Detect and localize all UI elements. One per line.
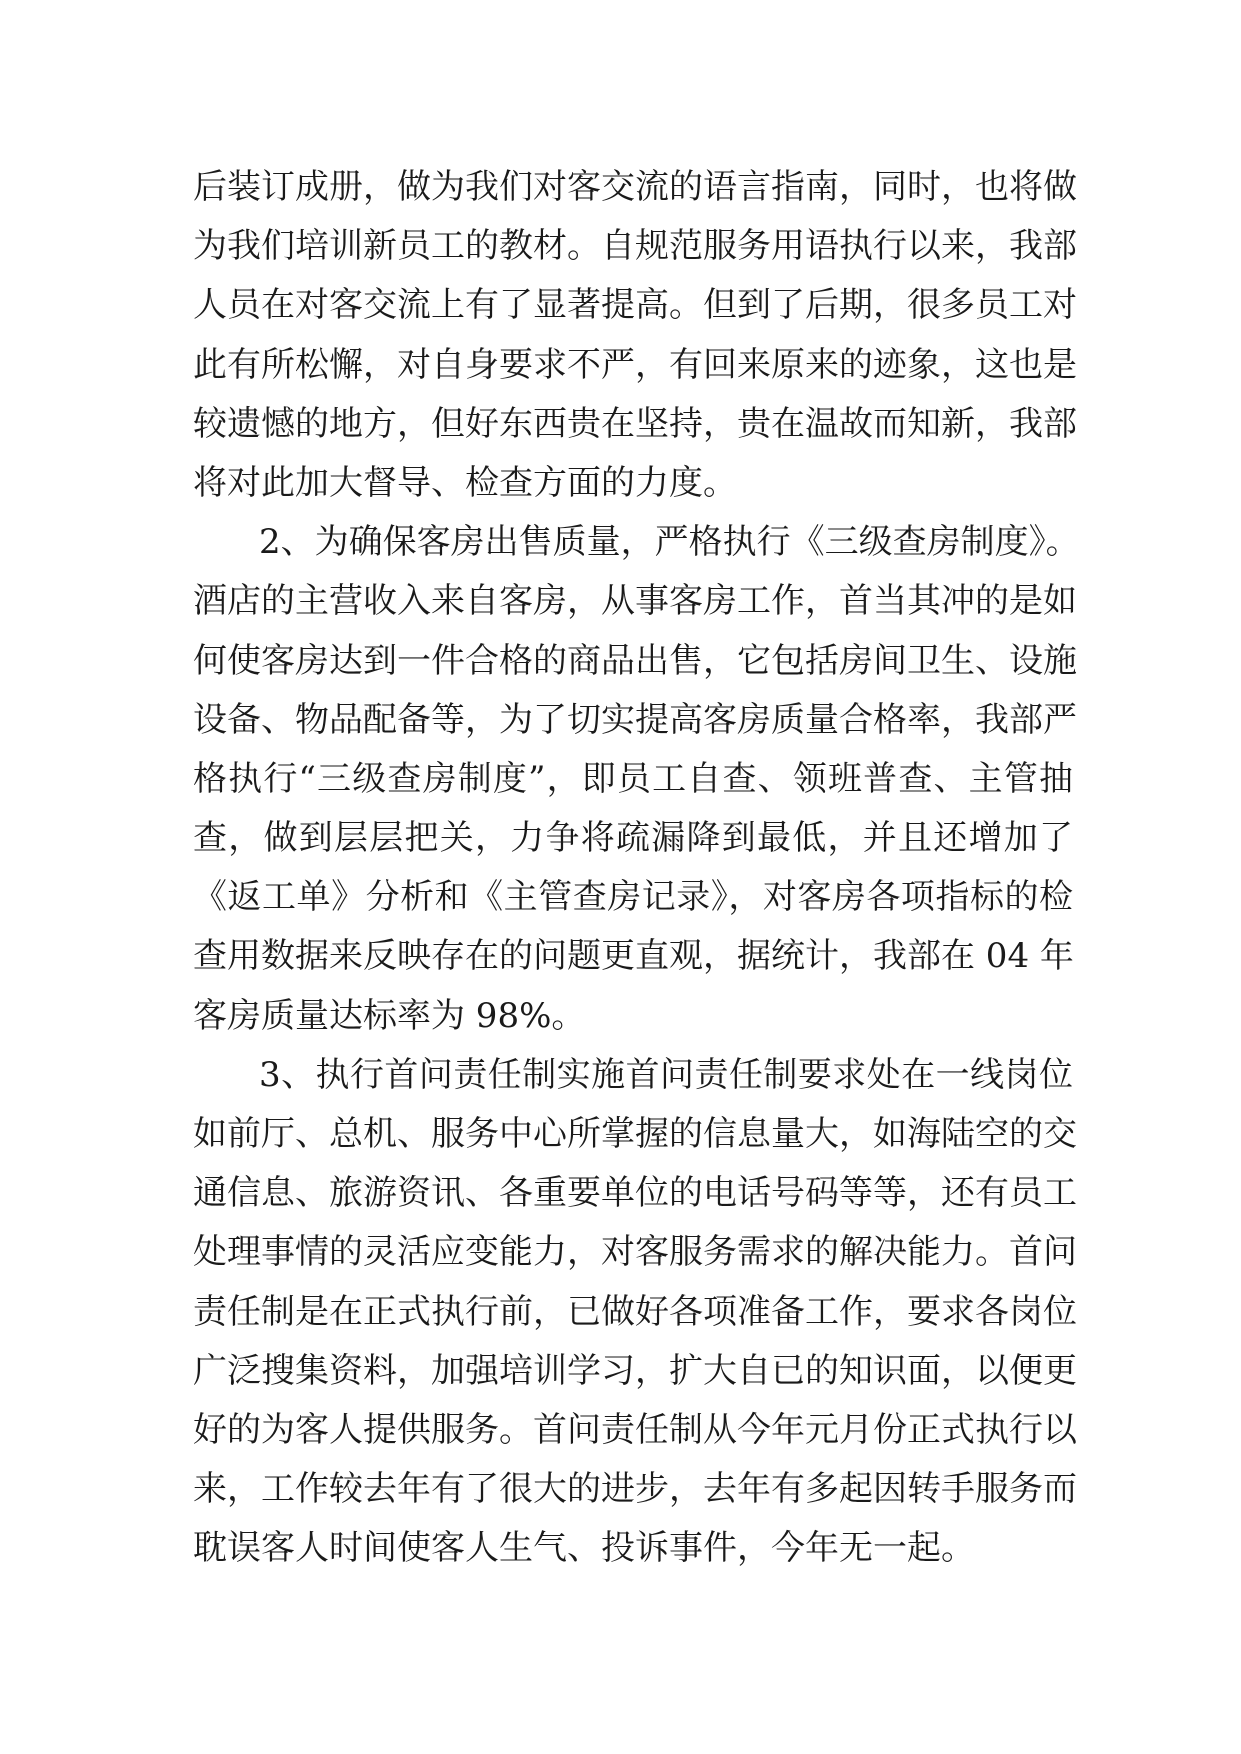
body-line: 格执行“三级查房制度”，即员工自查、领班普查、主管抽 xyxy=(193,758,1073,799)
body-line: 后装订成册，做为我们对客交流的语言指南，同时，也将做 xyxy=(193,167,1077,207)
body-line: 《返工单》分析和《主管查房记录》，对客房各项指标的检 xyxy=(193,877,1073,918)
body-line: 如前厅、总机、服务中心所掌握的信息量大，如海陆空的交 xyxy=(193,1114,1077,1154)
body-line: 来，工作较去年有了很大的进步，去年有多起因转手服务而 xyxy=(193,1469,1077,1510)
body-line: 设备、物品配备等，为了切实提高客房质量合格率，我部严 xyxy=(193,699,1077,740)
body-line: 广泛搜集资料，加强培训学习，扩大自已的知识面，以便更 xyxy=(193,1350,1077,1391)
body-line: 何使客房达到一件合格的商品出售，它包括房间卫生、设施 xyxy=(193,640,1077,681)
paragraph-2-heading: 2、为确保客房出售质量，严格执行《三级查房制度》。 xyxy=(259,522,1080,563)
body-line: 较遗憾的地方，但好东西贵在坚持，贵在温故而知新，我部 xyxy=(193,403,1077,444)
body-line: 责任制是在正式执行前，已做好各项准备工作，要求各岗位 xyxy=(193,1291,1077,1332)
body-line: 人员在对客交流上有了显著提高。但到了后期，很多员工对 xyxy=(193,285,1077,326)
paragraph-3-heading: 3、执行首问责任制实施首问责任制要求处在一线岗位 xyxy=(259,1054,1073,1095)
body-line: 酒店的主营收入来自客房，从事客房工作，首当其冲的是如 xyxy=(193,581,1077,622)
body-line: 耽误客人时间使客人生气、投诉事件，今年无一起。 xyxy=(193,1528,975,1569)
body-line: 此有所松懈，对自身要求不严，有回来原来的迹象，这也是 xyxy=(193,344,1077,385)
document-body xyxy=(193,158,1080,1579)
body-line: 为我们培训新员工的教材。自规范服务用语执行以来，我部 xyxy=(193,226,1077,267)
body-line: 将对此加大督导、检查方面的力度。 xyxy=(193,462,737,503)
body-line: 查用数据来反映存在的问题更直观，据统计，我部在 04 年 xyxy=(193,936,1074,977)
body-line: 处理事情的灵活应变能力，对客服务需求的解决能力。首问 xyxy=(193,1232,1077,1273)
body-line: 客房质量达标率为 98%。 xyxy=(193,995,586,1036)
body-line: 查，做到层层把关，力争将疏漏降到最低，并且还增加了 xyxy=(193,818,1073,859)
body-line: 通信息、旅游资讯、各重要单位的电话号码等等，还有员工 xyxy=(193,1173,1077,1214)
body-line: 好的为客人提供服务。首问责任制从今年元月份正式执行以 xyxy=(193,1409,1077,1450)
